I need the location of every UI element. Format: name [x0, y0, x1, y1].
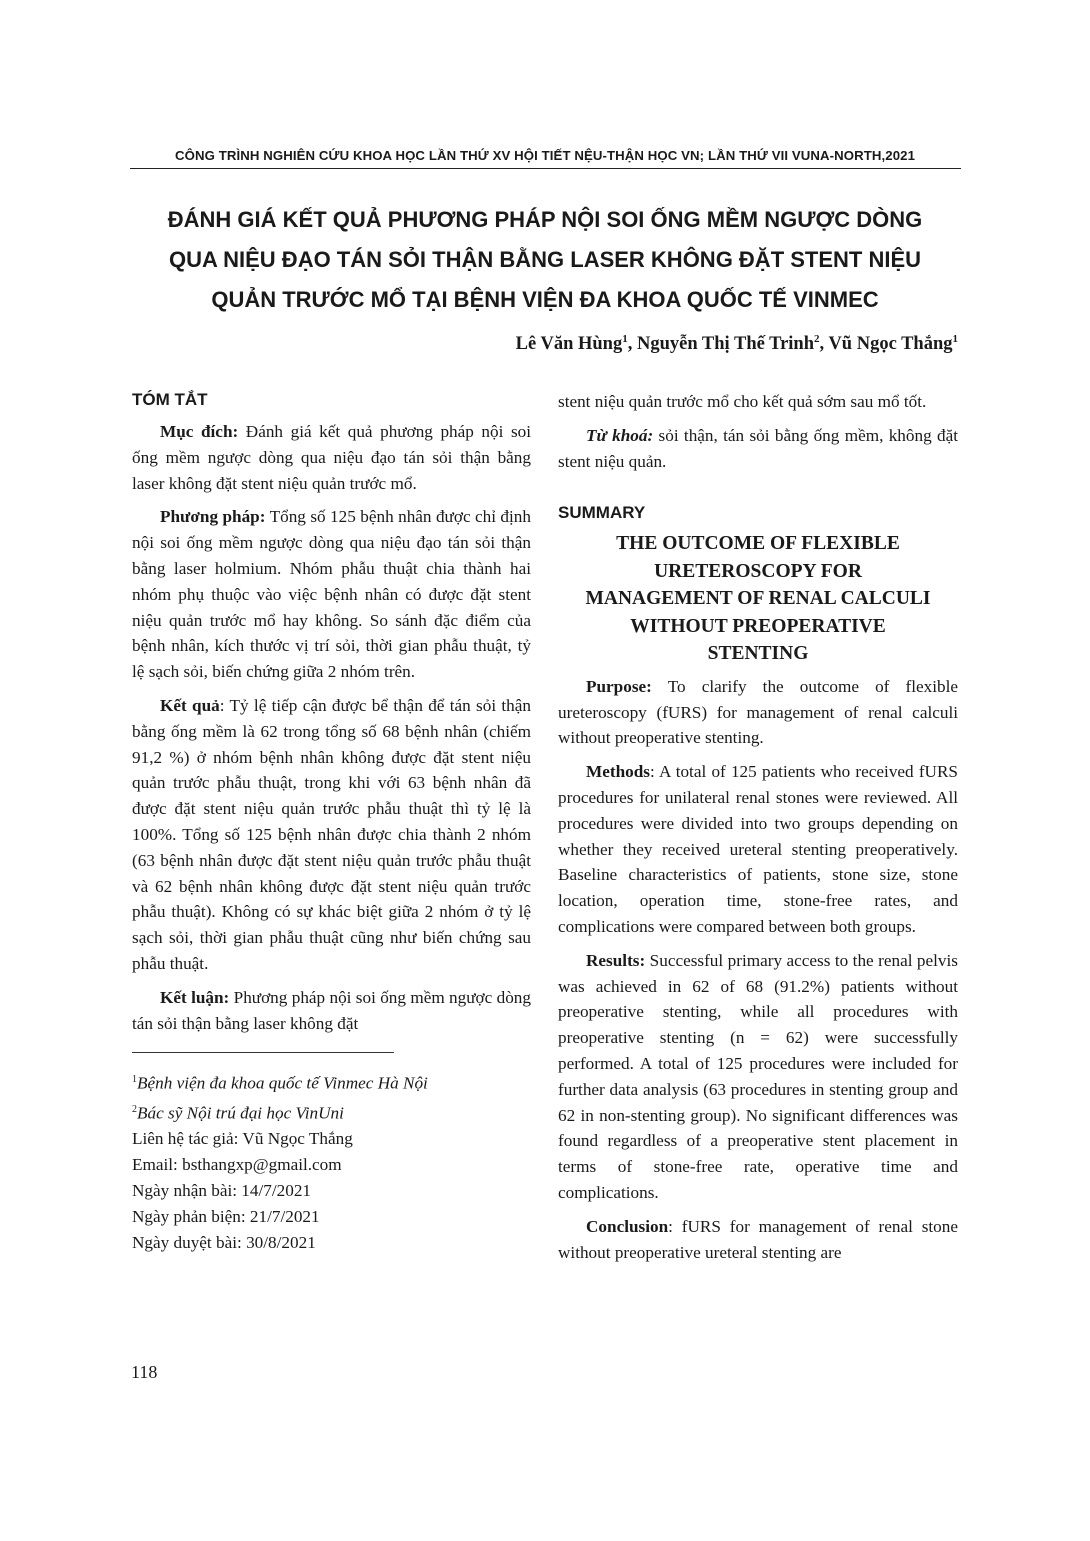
english-title-line: THE OUTCOME OF FLEXIBLE	[616, 533, 900, 555]
footnotes	[132, 1067, 531, 1255]
purpose-text: To clarify the outcome of flexible ureteroscopy (fURS) for management of renal calculi without preoperative stenting.	[558, 676, 958, 748]
results-label: Kết quả	[160, 695, 220, 715]
keywords	[558, 423, 958, 475]
summary-purpose	[558, 674, 958, 751]
conclusion-text: Phương pháp nội soi ống mềm ngược dòng tán sỏi thận bằng laser không đặt	[132, 987, 531, 1033]
abstract-purpose	[132, 419, 531, 496]
summary-conclusion	[558, 1214, 958, 1266]
footnote-rule	[132, 1052, 394, 1053]
footnote-affiliation	[132, 1067, 531, 1097]
summary-heading: SUMMARY	[558, 503, 646, 523]
purpose-text: Đánh giá kết quả phương pháp nội soi ống mềm ngược dòng qua niệu đạo tán sỏi thận bằng laser không đặt stent niệu quản trước mổ.	[132, 422, 532, 493]
english-title	[558, 530, 958, 668]
purpose-label: Mục đích:	[160, 422, 239, 441]
header-rule	[130, 168, 961, 169]
english-title-line: WITHOUT PREOPERATIVE	[630, 615, 886, 637]
author-email: Email: bsthangxp@gmail.com	[132, 1155, 342, 1175]
purpose-label: Purpose:	[586, 676, 652, 696]
page-number: 118	[131, 1362, 158, 1382]
title-line: QUẢN TRƯỚC MỔ TẠI BỆNH VIỆN ĐA KHOA QUỐC TẾ VINMEC	[211, 287, 879, 312]
footnote-mark: 1	[132, 1074, 137, 1086]
author-affiliation-mark: 1	[622, 333, 628, 345]
date-accepted: Ngày duyệt bài: 30/8/2021	[132, 1232, 316, 1252]
author-separator: ,	[819, 334, 829, 355]
abstract-methods	[132, 504, 531, 685]
abstract-conclusion	[132, 985, 531, 1037]
keywords-text: sỏi thận, tán sỏi bằng ống mềm, không đặt stent niệu quản.	[558, 425, 958, 471]
methods-text: : A total of 125 patients who received fURS procedures for unilateral renal stones were reviewed. All procedures were divided into two groups depending on whether they received ureteral stenting preoperatively. Baseline characteristics of patients, stone size, stone location, operation time, stone-free rates, and complications were compared between both groups.	[558, 762, 958, 937]
methods-label: Phương pháp:	[160, 507, 266, 527]
conclusion-continued: stent niệu quản trước mổ cho kết quả sớm sau mổ tốt.	[558, 392, 927, 411]
english-title-line: URETEROSCOPY FOR	[654, 560, 862, 582]
title-line: ĐÁNH GIÁ KẾT QUẢ PHƯƠNG PHÁP NỘI SOI ỐNG MỀM NGƯỢC DÒNG	[167, 207, 923, 232]
author-list	[516, 333, 958, 355]
keywords-label: Từ khoá:	[586, 425, 654, 445]
abstract-heading: TÓM TẮT	[132, 390, 208, 409]
methods-text: Tổng số 125 bệnh nhân được chỉ định nội soi ống mềm ngược dòng qua niệu đạo tán sỏi thận bằng laser holmium. Nhóm phẫu thuật chia thành hai nhóm phụ thuộc vào việc bệnh nhân có được đặt stent niệu quản trước mổ hay không. So sánh đặc điểm của bệnh nhân, kích thước vị trí sỏi, thời gian phẫu thuật, tỷ lệ sạch sỏi, biến chứng giữa 2 nhóm trên.	[132, 507, 531, 682]
author-affiliation-mark: 2	[814, 333, 820, 345]
corresponding-author: Liên hệ tác giả: Vũ Ngọc Thắng	[132, 1129, 353, 1149]
author-separator: ,	[627, 334, 637, 355]
affiliation-text: Bệnh viện đa khoa quốc tế Vinmec Hà Nội	[137, 1074, 428, 1094]
date-received: Ngày nhận bài: 14/7/2021	[132, 1180, 312, 1200]
results-label: Results:	[586, 950, 646, 970]
affiliation-text: Bác sỹ Nội trú đại học VinUni	[137, 1103, 344, 1123]
conclusion-text: : fURS for management of renal stone without preoperative ureteral stenting are	[558, 1216, 958, 1262]
left-column	[132, 389, 531, 1255]
author-name: Nguyễn Thị Thế Trinh	[636, 334, 815, 355]
english-title-line: STENTING	[707, 643, 809, 665]
running-head: CÔNG TRÌNH NGHIÊN CỨU KHOA HỌC LẦN THỨ XV HỘI TIẾT NỆU-THẬN HỌC VN; LẦN THỨ VII VUNA-NORTH,2021	[174, 148, 916, 163]
abstract-results	[132, 693, 531, 977]
title-line: QUA NIỆU ĐẠO TÁN SỎI THẬN BẰNG LASER KHÔNG ĐẶT STENT NIỆU	[168, 247, 922, 272]
author-name: Vũ Ngọc Thắng	[828, 334, 953, 355]
results-text: : Tỷ lệ tiếp cận được bể thận để tán sỏi thận bằng ống mềm là 62 trong tổng số 68 bệnh nhân (chiếm 91,2 %) ở nhóm bệnh nhân không được đặt stent niệu quản trước phẫu thuật, trong khi với 63 bệnh nhân đã được đặt stent niệu quản trước phẫu thuật thì tỷ lệ là 100%. Tổng số 125 bệnh nhân được chia thành 2 nhóm (63 bệnh nhân được đặt stent niệu quản trước phẫu thuật và 62 bệnh nhân không được đặt stent niệu quản trước phẫu thuật). Không có sự khác biệt giữa 2 nhóm ở tỷ lệ sạch sỏi, thời gian phẫu thuật cũng như biến chứng sau phẫu thuật.	[132, 695, 531, 973]
author-affiliation-mark: 1	[952, 333, 958, 345]
footnote-affiliation	[132, 1097, 531, 1127]
methods-label: Methods	[586, 762, 650, 782]
results-text: Successful primary access to the renal pelvis was achieved in 62 of 68 (91.2%) patients without preoperative stenting, while all procedures with preoperative stenting (n = 62) were successfully performed. A total of 125 procedures were included for further data analysis (63 procedures in stenting group and 62 in non-stenting group). No significant differences was found regardless of a preoperative stent placement in terms of stone-free rate, operative time and complications.	[558, 950, 958, 1203]
summary-methods	[558, 759, 958, 940]
footnote-mark: 2	[132, 1103, 137, 1115]
article-title	[115, 200, 975, 320]
right-column	[558, 389, 958, 1265]
date-reviewed: Ngày phản biện: 21/7/2021	[132, 1206, 320, 1226]
author-name: Lê Văn Hùng	[515, 334, 623, 355]
summary-results	[558, 948, 958, 1206]
english-title-line: MANAGEMENT OF RENAL CALCULI	[585, 588, 931, 610]
conclusion-label: Conclusion	[586, 1216, 669, 1236]
conclusion-label: Kết luận:	[160, 987, 230, 1007]
